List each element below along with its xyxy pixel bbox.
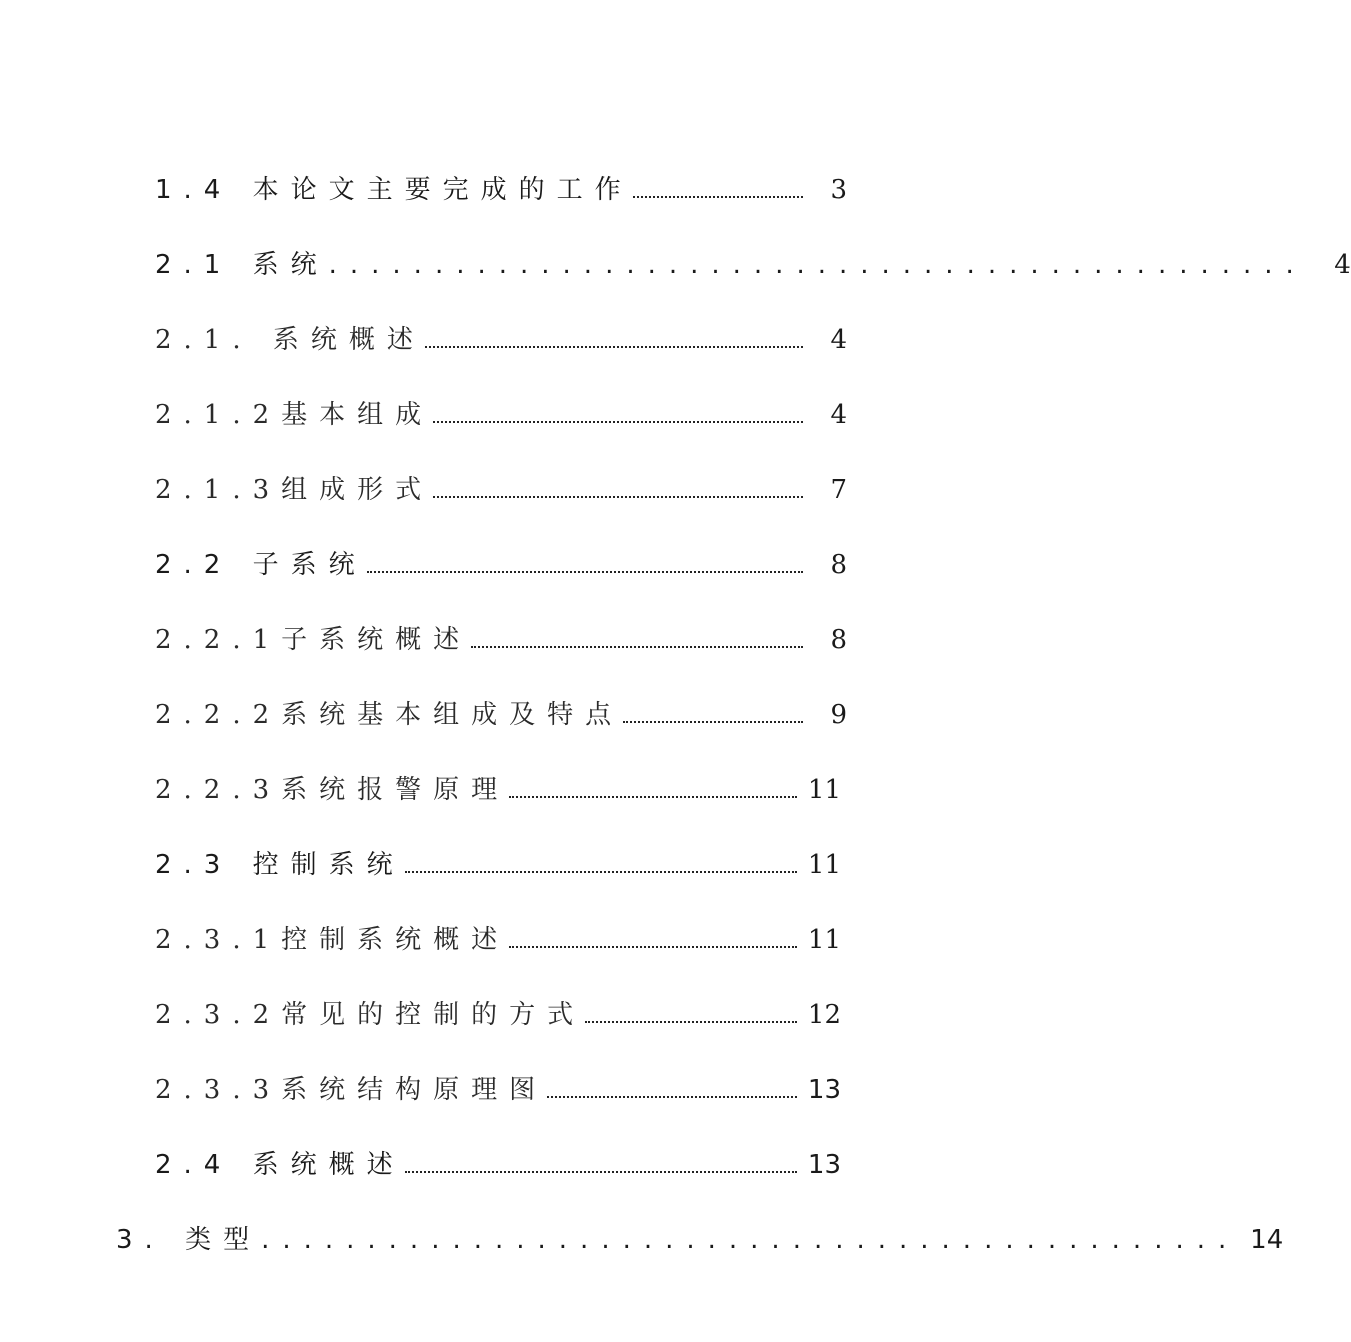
toc-entry[interactable] [155,240,1351,280]
toc-entry-page: 7 [830,475,847,505]
dot-leader: .............................................. [328,250,1307,280]
dot-leader [433,496,803,498]
toc-entry-label: 2.3.2常见的控制的方式 [155,1000,586,1030]
toc-entry[interactable] [155,765,841,805]
dot-leader [405,1171,797,1173]
toc-entry-label: 2.2.3系统报警原理 [155,775,510,805]
toc-entry[interactable] [155,315,847,355]
toc-entry-page: 4 [830,325,847,355]
toc-entry-page: 14 [1250,1225,1284,1255]
toc-entry-page: 8 [830,625,847,655]
toc-entry-page: 8 [830,550,847,580]
toc-entry-label: 2.1. 系统概述 [155,325,425,355]
toc-entry[interactable] [155,840,841,880]
toc-entry-label: 2.4 系统概述 [155,1150,405,1180]
dot-leader [633,196,803,198]
toc-entry[interactable] [155,915,841,955]
dot-leader [509,796,797,798]
toc-entry-label: 2.3 控制系统 [155,850,405,880]
dot-leader [405,871,797,873]
toc-entry-label: 2.2 子系统 [155,550,367,580]
toc-entry-page: 9 [830,700,847,730]
toc-entry-label: 2.2.1子系统概述 [155,625,472,655]
dot-leader: .............................................. [261,1225,1240,1255]
toc-entry-page: 12 [807,1000,841,1030]
toc-entry-page: 11 [807,775,841,805]
dot-leader [547,1096,797,1098]
toc-entry[interactable] [155,540,847,580]
dot-leader [433,421,803,423]
toc-entry-label: 2.1.3组成形式 [155,475,434,505]
toc-entry-page: 13 [807,1150,841,1180]
toc-entry[interactable] [155,690,847,730]
toc-entry-page: 11 [807,925,841,955]
toc-entry-page: 13 [807,1075,841,1105]
toc-entry[interactable] [155,390,847,430]
toc-entry-label: 2.1 系统 [155,250,329,280]
dot-leader [425,346,803,348]
dot-leader [585,1021,797,1023]
toc-entry-label: 2.3.1控制系统概述 [155,925,510,955]
toc-entry-label: 3. 类型 [116,1225,262,1255]
toc-entry-label: 2.2.2系统基本组成及特点 [155,700,624,730]
toc-entry-page: 3 [830,175,847,205]
toc-entry[interactable] [155,1065,841,1105]
toc-entry-page: 11 [807,850,841,880]
toc-entry[interactable] [155,465,847,505]
toc-entry[interactable] [155,615,847,655]
dot-leader [471,646,803,648]
toc-entry-label: 2.1.2基本组成 [155,400,434,430]
dot-leader [623,721,803,723]
dot-leader [509,946,797,948]
toc-entry-label: 2.3.3系统结构原理图 [155,1075,548,1105]
toc-entry-page: 4 [830,400,847,430]
toc-entry-label: 1.4 本论文主要完成的工作 [155,175,633,205]
dot-leader [367,571,803,573]
toc-entry[interactable] [155,165,847,205]
toc-entry[interactable] [155,1140,841,1180]
toc-entry-page: 4 [1334,250,1351,280]
toc-entry[interactable] [116,1215,1284,1255]
toc-entry[interactable] [155,990,841,1030]
